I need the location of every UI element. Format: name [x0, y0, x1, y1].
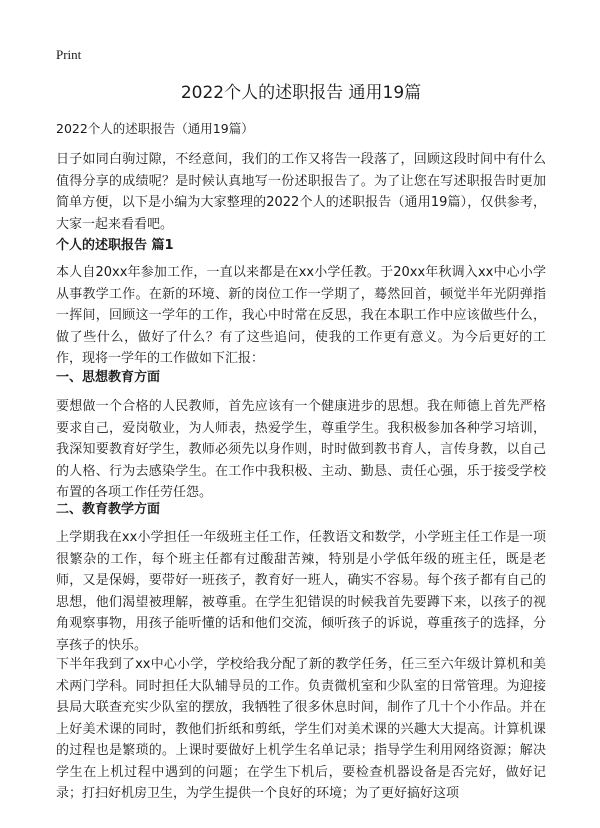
subheading-teaching: 二、教育教学方面 [56, 502, 161, 517]
second-semester-paragraph: 下半年我到了xx中心小学，学校给我分配了新的教学任务，任三至六年级计算机和美术两门学科。同时担任大队辅导员的工作。负责微机室和少队室的日常管理。为迎接县局大联查充实少队室的摆放，我牺牲了很多休息时间，制作了几十个小作品。并在上好美术课的同时，教他们折纸和剪纸，学生们对美术课的兴趣大大提高。计算机课的过程也是繁琐的。上课时要做好上机学生名单记录；指导学生利用网络资源；解决学生在上机过程中遇到的问题；在学生下机后，要检查机器设备是否完好，做好记录；打扫好机房卫生，为学生提供一个良好的环境；为了更好搞好这项 [56, 657, 546, 801]
subheading-thought-education: 一、思想教育方面 [56, 370, 161, 385]
document-page [56, 0, 546, 828]
section-paragraph: 本人自20xx年参加工作，一直以来都是在xx小学任教。于20xx年秋调入xx中心小学从事教学工作。在新的环境、新的岗位工作一学期了，蓦然回首，顿觉半年光阴弹指一挥间，回顾这一学年的工作，我心中时常在反思，我在本职工作中应该做些什么，做了些什么，做好了什么？有了这些追问，使我的工作更有意义。为今后更好的工作，现将一学年的工作做如下汇报： [56, 265, 546, 366]
section-heading: 个人的述职报告 篇1 [56, 238, 174, 253]
teaching-paragraph: 上学期我在xx小学担任一年级班主任工作，任教语文和数学，小学班主任工作是一项很繁杂的工作，每个班主任都有过酸甜苦辣，特别是小学低年级的班主任，既是老师，又是保姆，要带好一班孩子，教育好一班人，确实不容易。每个孩子都有自己的思想，他们渴望被理解，被尊重。在学生犯错误的时候我首先要蹲下来，以孩子的视角观察事物，用孩子能听懂的话和他们交流，倾听孩子的诉说，尊重孩子的选择，分享孩子的快乐。 [56, 530, 546, 653]
print-label[interactable]: Print [56, 47, 82, 62]
document-subtitle: 2022个人的述职报告（通用19篇） [56, 121, 254, 136]
page-title: 2022个人的述职报告 通用19篇 [180, 83, 422, 103]
intro-paragraph: 日子如同白驹过隙，不经意间，我们的工作又将告一段落了，回顾这段时间中有什么值得分享的成绩呢？是时候认真地写一份述职报告了。为了让您在写述职报告时更加简单方便，以下是小编为大家整理的2022个人的述职报告（通用19篇），仅供参考，大家一起来看看吧。 [56, 152, 546, 232]
thought-education-paragraph: 要想做一个合格的人民教师，首先应该有一个健康进步的思想。我在师德上首先严格要求自己，爱岗敬业，为人师表，热爱学生，尊重学生。我积极参加各种学习培训，我深知要教育好学生，教师必须先以身作则，时时做到教书育人，言传身教，以自己的人格、行为去感染学生。在工作中我积极、主动、勤恳、责任心强，乐于接受学校布置的各项工作任劳任怨。 [56, 399, 546, 500]
